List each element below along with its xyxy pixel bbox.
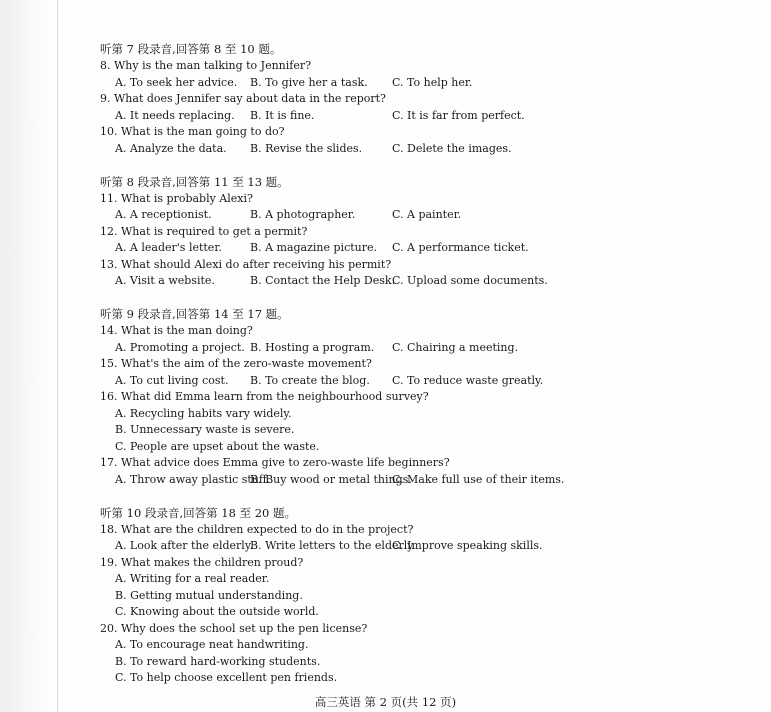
answer-option: A. A receptionist. — [115, 208, 212, 221]
answer-option: A. To cut living cost. — [115, 373, 229, 387]
answer-option: A. Recycling habits vary widely. — [115, 406, 292, 420]
answer-option: B. Getting mutual understanding. — [115, 588, 303, 602]
answer-option: A. Analyze the data. — [115, 141, 227, 155]
answer-option: A. To seek her advice. — [115, 75, 238, 89]
answer-option: C. To help choose excellent pen friends. — [115, 671, 338, 684]
answer-option: A. Promoting a project. — [115, 340, 245, 354]
answer-option: B. Buy wood or metal things. — [250, 472, 412, 486]
question-stem: 13. What should Alexi do after receiving his permit? — [100, 257, 392, 271]
options-row — [100, 538, 720, 555]
answer-option: B. Write letters to the elderly. — [250, 539, 416, 552]
answer-option: C. Improve speaking skills. — [392, 539, 543, 552]
section — [100, 306, 720, 488]
options-row — [100, 207, 720, 224]
answer-option: B. A magazine picture. — [250, 241, 377, 254]
answer-option: A. A leader's letter. — [115, 241, 222, 254]
answer-option: C. A performance ticket. — [392, 241, 529, 254]
question-stem: 10. What is the man going to do? — [100, 125, 285, 138]
section-spacer — [100, 488, 720, 505]
answer-option: A. Throw away plastic stuff. — [115, 472, 270, 486]
question-stem: 15. What's the aim of the zero-waste movement? — [100, 357, 372, 370]
answer-option: B. To give her a task. — [250, 75, 368, 89]
answer-option: C. People are upset about the waste. — [115, 439, 320, 453]
question-stem: 9. What does Jennifer say about data in the report? — [100, 92, 386, 105]
answer-option: B. To create the blog. — [250, 373, 370, 387]
answer-option: C. To reduce waste greatly. — [392, 373, 544, 387]
answer-option: C. Make full use of their items. — [392, 472, 565, 486]
answer-option: A. To encourage neat handwriting. — [115, 638, 309, 651]
answer-option: C. Delete the images. — [392, 141, 512, 155]
answer-option: C. A painter. — [392, 208, 462, 221]
answer-option: B. A photographer. — [250, 208, 356, 221]
answer-option: B. Revise the slides. — [250, 141, 363, 155]
options-row — [100, 141, 720, 158]
options-row — [100, 240, 720, 257]
options-row — [100, 75, 720, 92]
section-heading: 听第 10 段录音,回答第 18 至 20 题。 — [100, 505, 296, 520]
answer-option: A. Visit a website. — [115, 274, 215, 287]
answer-option: B. Hosting a program. — [250, 340, 375, 354]
answer-option: A. Writing for a real reader. — [115, 572, 270, 585]
answer-option: B. Unnecessary waste is severe. — [115, 423, 295, 436]
section — [100, 41, 720, 157]
section — [100, 505, 720, 687]
question-stem: 18. What are the children expected to do in the project? — [100, 522, 414, 536]
answer-option: C. Upload some documents. — [392, 274, 548, 287]
page-footer: 高三英语 第 2 页(共 12 页) — [314, 695, 457, 709]
section-heading: 听第 8 段录音,回答第 11 至 13 题。 — [100, 174, 289, 189]
options-row — [100, 108, 720, 125]
answer-option: A. It needs replacing. — [115, 108, 235, 122]
options-row — [100, 340, 720, 357]
options-row — [100, 472, 720, 489]
question-stem: 16. What did Emma learn from the neighbourhood survey? — [100, 390, 429, 403]
options-row — [100, 273, 720, 290]
answer-option: C. It is far from perfect. — [392, 108, 525, 122]
section-spacer — [100, 290, 720, 307]
answer-option: B. To reward hard-working students. — [115, 654, 321, 668]
question-stem: 20. Why does the school set up the pen license? — [100, 621, 368, 635]
question-stem: 12. What is required to get a permit? — [100, 224, 308, 238]
section — [100, 174, 720, 290]
listening-questions — [100, 41, 720, 687]
section-spacer — [100, 157, 720, 174]
answer-option: A. Look after the elderly. — [115, 539, 254, 552]
question-stem: 19. What makes the children proud? — [100, 555, 304, 569]
answer-option: B. Contact the Help Desk. — [250, 274, 396, 287]
options-row — [100, 373, 720, 390]
question-stem: 8. Why is the man talking to Jennifer? — [100, 59, 312, 72]
question-stem: 11. What is probably Alexi? — [100, 191, 253, 205]
question-stem: 17. What advice does Emma give to zero-waste life beginners? — [100, 456, 450, 469]
question-stem: 14. What is the man doing? — [100, 324, 253, 337]
section-heading: 听第 9 段录音,回答第 14 至 17 题。 — [100, 307, 289, 321]
answer-option: C. To help her. — [392, 75, 473, 89]
answer-option: C. Chairing a meeting. — [392, 340, 519, 354]
answer-option: B. It is fine. — [250, 108, 315, 122]
answer-option: C. Knowing about the outside world. — [115, 605, 319, 618]
section-heading: 听第 7 段录音,回答第 8 至 10 题。 — [100, 42, 282, 56]
